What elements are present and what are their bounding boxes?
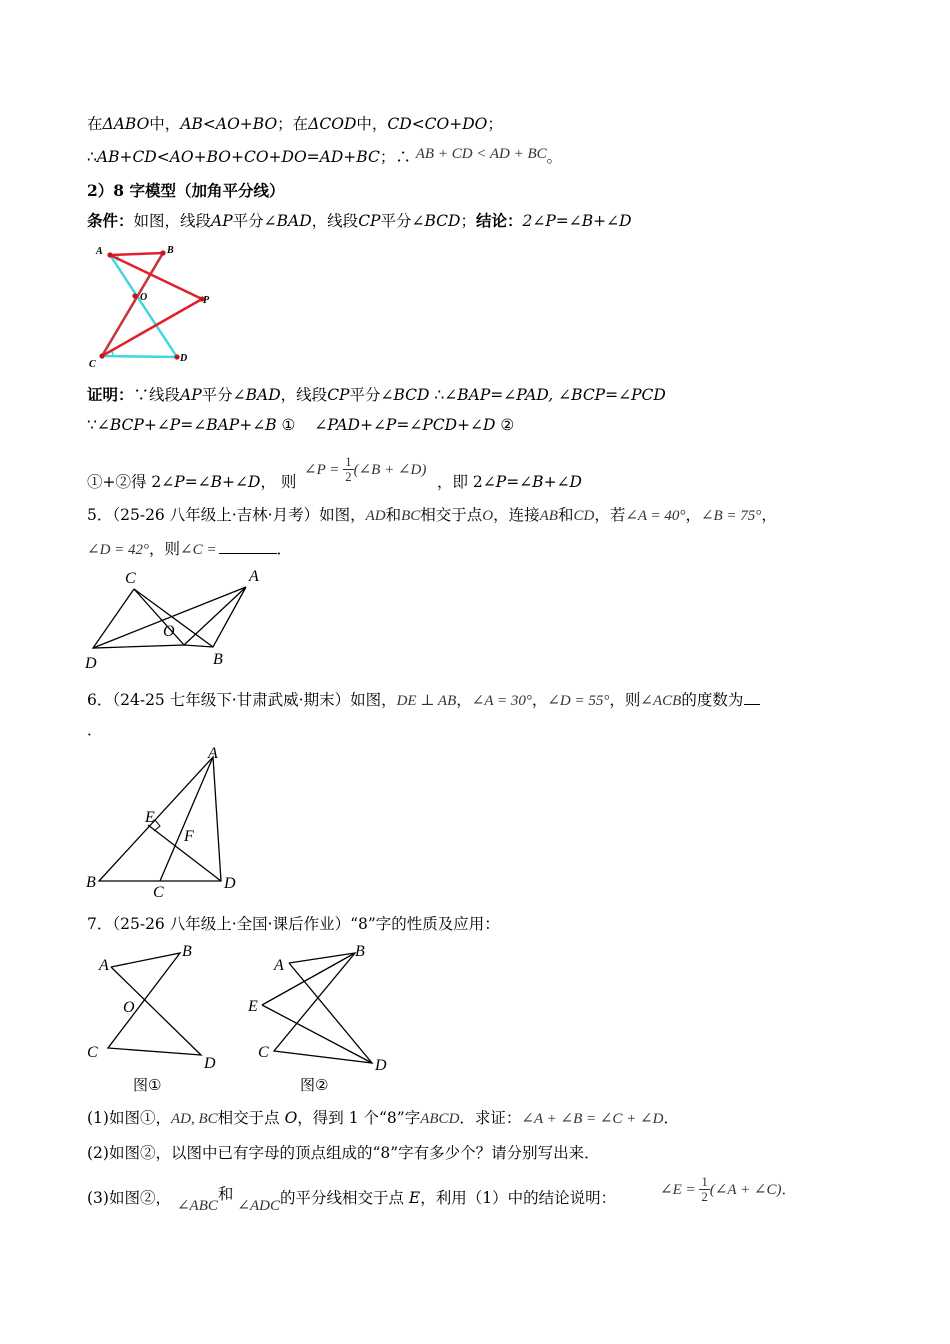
proof-line-3 (87, 472, 296, 492)
label-o: O (140, 292, 148, 303)
t: AP (211, 212, 233, 230)
label-condition: 条件： (87, 211, 134, 230)
t: BCD (393, 386, 430, 404)
figure-q7-1 (85, 940, 225, 1100)
segment-cp (102, 299, 202, 356)
t: ， (531, 691, 548, 709)
t: ，若 (594, 506, 626, 524)
t: 和 (557, 506, 574, 524)
triangle-abo: ΔABO (102, 115, 150, 133)
t: ，连接 (493, 506, 540, 524)
label-d: D (224, 875, 236, 892)
t: 6．（24-25 七年级下·甘肃武威·期末）如图， (87, 691, 397, 709)
t: BAD (245, 386, 281, 404)
t: 5．（25-26 八年级上·吉林·月考）如图， (87, 506, 366, 524)
t: ∠ADC (237, 1198, 280, 1214)
label-proof: 证明： (87, 385, 134, 404)
t: DE ⊥ AB (396, 693, 457, 709)
dot-b (160, 250, 165, 255)
t: P=∠B+∠D (174, 473, 261, 491)
t: 相交于点 (420, 506, 483, 524)
label-a: A (249, 568, 259, 585)
fig7a-labels (87, 943, 216, 1094)
t: BAP=∠PAD, ∠BCP=∠PCD (457, 386, 666, 404)
t: ∠A = 40° (625, 508, 686, 524)
question-5-line-2 (87, 538, 292, 560)
equation-1: BCP+∠P=∠BAP+∠B (109, 416, 277, 434)
label-c: C (153, 884, 164, 901)
label-d: D (204, 1055, 216, 1072)
label-d: D (375, 1057, 387, 1074)
t: 和 (217, 1185, 234, 1203)
t: ∠A + ∠B = ∠C + ∠D (521, 1111, 664, 1127)
label-p: P (203, 295, 210, 306)
proof-line-3-tail (437, 472, 582, 492)
sum-inequality: AB+CD<AO+BO+CO+DO=AD+BC (96, 148, 380, 166)
t: ∠B = 75° (700, 508, 762, 524)
caption-figure-2: 图② (300, 1076, 329, 1094)
t: O (482, 508, 494, 524)
t: ． (781, 1182, 797, 1198)
t: AB (539, 508, 558, 524)
question-7-part-3 (87, 1185, 617, 1214)
label-f: F (184, 828, 194, 845)
segment-ab (110, 253, 163, 255)
right-angle-mark (154, 820, 160, 831)
t: ② (495, 416, 515, 434)
t: ，线段 (311, 212, 359, 230)
dot-d (174, 354, 179, 359)
caption-figure-1: 图① (133, 1076, 162, 1094)
t: O (284, 1109, 298, 1127)
fraction-half (343, 455, 354, 484)
t: BC (401, 508, 421, 524)
conclusion-formula: 2∠P=∠B+∠D (522, 212, 632, 230)
t: BCD (424, 212, 461, 230)
t: 在 (87, 115, 103, 133)
t: ， 则 (260, 473, 297, 491)
t: 平分∠ (349, 386, 394, 404)
t: ，则 (609, 691, 641, 709)
t: ； (460, 212, 476, 230)
answer-blank-5[interactable] (219, 538, 277, 554)
figure-q7-2 (245, 940, 405, 1100)
label-c: C (125, 570, 136, 587)
figure-q6 (85, 745, 245, 900)
label-c: C (87, 1044, 98, 1061)
eight-shape (274, 953, 372, 1063)
label-d: D (85, 655, 97, 672)
t: ∠P = (304, 462, 344, 478)
question-6 (87, 689, 760, 711)
t: 如图，线段 (133, 212, 212, 230)
denominator: 2 (345, 469, 352, 484)
t: 和 (385, 506, 402, 524)
denominator: 2 (701, 1189, 708, 1204)
label-o: O (123, 999, 135, 1016)
section-heading: 2）8 字模型（加角平分线） (87, 181, 285, 200)
t: 中， (149, 115, 181, 133)
segment-ac (160, 757, 213, 881)
t: ∴∠ (429, 386, 458, 404)
t: ∵∠ (87, 416, 110, 434)
figure-eight-bisector (85, 240, 225, 370)
t: ．求证： (459, 1109, 522, 1127)
t: 平分∠ (380, 212, 425, 230)
t: (3)如图②， (87, 1189, 171, 1207)
t: ， (456, 691, 472, 709)
question-7-part-1 (87, 1108, 679, 1129)
t: ，则 (149, 540, 181, 558)
t: 相交于点 (217, 1109, 285, 1127)
segment-bc-red (102, 253, 163, 356)
question-7: 7．（25-26 八年级上·全国·课后作业）“8”字的性质及应用： (87, 915, 500, 933)
t: ∠D = 55° (547, 693, 610, 709)
red-lines (102, 253, 202, 356)
t: ∠A = 30° (471, 693, 532, 709)
formula-half-angle (304, 455, 426, 484)
t: ABCD (420, 1111, 460, 1127)
t: ，利用（1）中的结论说明： (420, 1189, 617, 1207)
question-5 (87, 505, 777, 526)
label-a: A (208, 745, 218, 762)
label-b: B (355, 943, 365, 960)
t: ，线段 (280, 386, 328, 404)
t: 平分∠ (232, 212, 277, 230)
fig1-labels (89, 245, 210, 370)
label-e: E (248, 998, 258, 1015)
label-c: C (89, 359, 96, 370)
t: ①+②得 2∠ (87, 473, 175, 491)
t: ，即 2∠ (437, 473, 496, 491)
answer-blank-6[interactable] (744, 689, 760, 705)
dot-c (99, 353, 104, 358)
figure-q5 (85, 565, 270, 670)
triangle-bda (99, 757, 221, 881)
t: (∠A + ∠C) (709, 1182, 782, 1198)
t: BAD (276, 212, 312, 230)
t: 。 (546, 148, 563, 166)
question-7-part-2: (2)如图②，以图中已有字母的顶点组成的“8”字有多少个？请分别写出来． (87, 1144, 600, 1162)
label-e: E (145, 809, 155, 826)
t: CP (358, 212, 381, 230)
equation-2: ∠PAD+∠P=∠PCD+∠D (314, 416, 496, 434)
proof-line-2 (87, 415, 514, 435)
label-conclusion: 结论： (475, 211, 523, 230)
inequality-ab: AB<AO+BO (180, 115, 278, 133)
t: 平分∠ (201, 386, 246, 404)
t: 的度数为 (681, 691, 744, 709)
t: (1)如图①， (87, 1109, 171, 1127)
t: ，得到 1 个“8”字 (297, 1109, 421, 1127)
t: ∠D = 42° (87, 542, 150, 558)
text-line-2 (87, 147, 562, 168)
t: ， (685, 506, 701, 524)
triangle-cod: ΔCOD (308, 115, 357, 133)
dot-o (132, 293, 137, 298)
eight-shape (108, 953, 201, 1055)
label-a: A (99, 957, 109, 974)
t: ∵线段 (133, 386, 181, 404)
t: CP (327, 386, 350, 404)
fraction-half (699, 1175, 710, 1204)
t: ； (487, 115, 503, 133)
t: ∠C = (180, 542, 217, 558)
label-a: A (274, 957, 284, 974)
t: ． (276, 540, 293, 558)
t: ∠ACB (640, 693, 682, 709)
label-c: C (258, 1044, 269, 1061)
question-6-line-2: ． (87, 721, 103, 739)
label-d: D (180, 353, 188, 364)
inequality-cd: CD<CO+DO (387, 115, 488, 133)
label-o: O (163, 623, 175, 640)
segment-cd (102, 356, 177, 357)
t: ；在 (277, 115, 309, 133)
t: AP (180, 386, 202, 404)
t: E (408, 1189, 421, 1207)
t: ∠ABC (176, 1198, 218, 1214)
t: ∠E = (660, 1182, 700, 1198)
label-a: A (96, 246, 103, 257)
fig7b-labels (247, 943, 387, 1094)
t: AD, BC (170, 1111, 218, 1127)
label-b: B (182, 943, 192, 960)
proof-line-1 (87, 385, 666, 405)
text-line-1 (87, 114, 503, 134)
numerator: 1 (345, 454, 352, 469)
t: 的平分线相交于点 (279, 1189, 409, 1207)
t: ① (276, 416, 301, 434)
t: AD (365, 508, 386, 524)
condition-line (87, 211, 632, 231)
t: CD (573, 508, 595, 524)
fig5-labels (84, 568, 259, 672)
t: 中， (356, 115, 388, 133)
vertex-dots (99, 250, 204, 359)
t: P=∠B+∠D (495, 473, 582, 491)
label-b: B (86, 874, 96, 891)
t: ∴ (87, 148, 97, 166)
triangle-aob (184, 587, 246, 647)
dot-a (107, 252, 112, 257)
label-b: B (213, 651, 223, 668)
segment-ed (262, 1005, 372, 1063)
t: ， (761, 506, 777, 524)
formula-angle-e (660, 1175, 797, 1204)
formula-ab-cd: AB + CD < AD + BC (415, 146, 547, 162)
numerator: 1 (701, 1174, 708, 1189)
t: ． (663, 1109, 679, 1127)
t: ；∴ (379, 148, 416, 166)
label-b: B (167, 245, 174, 256)
t: (∠B + ∠D) (353, 462, 427, 478)
